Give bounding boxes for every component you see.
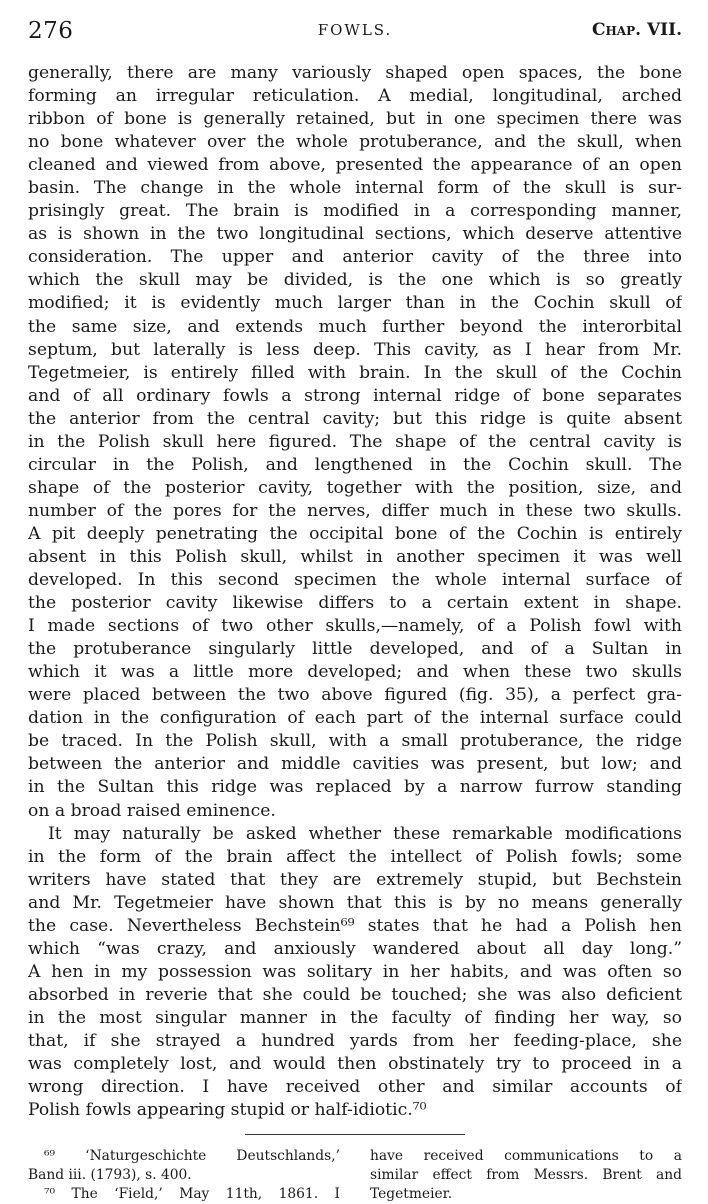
text-line: in the Sultan this ridge was replaced by a narrow furrow standing xyxy=(28,777,682,798)
text-line: the protuberance singularly little developed, and of a Sultan in xyxy=(28,639,682,660)
text-line: modified; it is evidently much larger than in the Cochin skull of xyxy=(28,293,682,314)
running-head xyxy=(28,18,682,52)
footnote-line: ⁶⁹ ‘Naturgeschichte Deutschlands,’ xyxy=(44,1148,340,1165)
text-line: A hen in my possession was solitary in her habits, and was often so xyxy=(28,961,682,982)
chapter-label: Chap. VII. xyxy=(591,20,682,40)
text-line: Polish fowls appearing stupid or half-idiotic.⁷⁰ xyxy=(28,1100,427,1121)
text-line: in the form of the brain affect the intellect of Polish fowls; some xyxy=(28,846,682,867)
text-line: shape of the posterior cavity, together with the position, size, and xyxy=(28,477,682,498)
text-line: prisingly great. The brain is modified in a corresponding manner, xyxy=(28,201,682,222)
text-line: the case. Nevertheless Bechstein⁶⁹ states that he had a Polish hen xyxy=(28,915,682,936)
footnote-line: Band iii. (1793), s. 400. xyxy=(28,1167,192,1184)
footnote-column-right xyxy=(370,1147,682,1204)
text-line: no bone whatever over the whole protuberance, and the skull, when xyxy=(28,132,682,153)
footnote-column-left xyxy=(28,1147,340,1204)
text-line: the anterior from the central cavity; but this ridge is quite absent xyxy=(28,408,682,429)
text-line: generally, there are many variously shaped open spaces, the bone xyxy=(28,63,682,83)
footnote-line: have received communications to a xyxy=(370,1148,682,1165)
text-line: developed. In this second specimen the whole internal surface of xyxy=(28,570,682,591)
text-line: the posterior cavity likewise differs to a certain extent in shape. xyxy=(28,593,682,614)
text-line: ribbon of bone is generally retained, but in one specimen there was xyxy=(28,109,682,130)
footnotes xyxy=(28,1147,682,1204)
text-line: A pit deeply penetrating the occipital bone of the Cochin is entirely xyxy=(28,523,682,544)
page-number: 276 xyxy=(28,18,74,44)
footnote-line: Tegetmeier. xyxy=(370,1186,453,1203)
footnote-line: similar effect from Messrs. Brent and xyxy=(370,1167,682,1184)
text-line: wrong direction. I have received other and similar accounts of xyxy=(28,1077,682,1098)
text-line: and of all ordinary fowls a strong internal ridge of bone separates xyxy=(28,385,682,406)
text-line: was completely lost, and would then obstinately try to proceed in a xyxy=(28,1054,682,1075)
text-line: septum, but laterally is less deep. This cavity, as I hear from Mr. xyxy=(28,339,682,360)
body-text xyxy=(28,62,682,1122)
text-line: absorbed in reverie that she could be touched; she was also deficient xyxy=(28,984,682,1005)
text-line: in the Polish skull here figured. The shape of the central cavity is xyxy=(28,431,682,452)
text-line: that, if she strayed a hundred yards from her feeding-place, she xyxy=(28,1030,682,1051)
text-line: I made sections of two other skulls,—namely, of a Polish fowl with xyxy=(28,616,682,637)
footnote-line: ⁷⁰ The ‘Field,’ May 11th, 1861. I xyxy=(44,1186,340,1203)
text-line: which “was crazy, and anxiously wandered about all day long.” xyxy=(28,938,682,959)
text-line: were placed between the two above figured (fig. 35), a perfect gra- xyxy=(28,685,682,706)
text-line: writers have stated that they are extremely stupid, but Bechstein xyxy=(28,869,682,890)
text-line: as is shown in the two longitudinal sections, which deserve attentive xyxy=(28,224,682,245)
footnote-rule xyxy=(245,1134,465,1135)
text-line: which it was a little more developed; and when these two skulls xyxy=(28,662,682,683)
text-line: basin. The change in the whole internal form of the skull is sur- xyxy=(28,178,682,199)
text-line: cleaned and viewed from above, presented the appearance of an open xyxy=(28,155,682,176)
text-line: on a broad raised eminence. xyxy=(28,800,276,821)
text-line: the same size, and extends much further beyond the interorbital xyxy=(28,316,682,337)
running-title: FOWLS. xyxy=(317,21,393,39)
text-line: Tegetmeier, is entirely filled with brain. In the skull of the Cochin xyxy=(28,362,682,383)
text-line: dation in the configuration of each part of the internal surface could xyxy=(28,708,682,729)
book-page xyxy=(28,18,682,1203)
text-line: between the anterior and middle cavities was present, but low; and xyxy=(28,754,682,775)
text-line: in the most singular manner in the faculty of finding her way, so xyxy=(28,1007,682,1028)
text-line: forming an irregular reticulation. A medial, longitudinal, arched xyxy=(28,86,682,107)
text-line: consideration. The upper and anterior cavity of the three into xyxy=(28,247,682,268)
text-line: number of the pores for the nerves, differ much in these two skulls. xyxy=(28,500,682,521)
text-line: circular in the Polish, and lengthened in the Cochin skull. The xyxy=(28,454,682,475)
text-line: It may naturally be asked whether these remarkable modifications xyxy=(48,823,682,844)
text-line: absent in this Polish skull, whilst in another specimen it was well xyxy=(28,546,682,567)
text-line: be traced. In the Polish skull, with a small protuberance, the ridge xyxy=(28,731,682,752)
text-line: which the skull may be divided, is the one which is so greatly xyxy=(28,270,682,291)
text-line: and Mr. Tegetmeier have shown that this is by no means generally xyxy=(28,892,682,913)
